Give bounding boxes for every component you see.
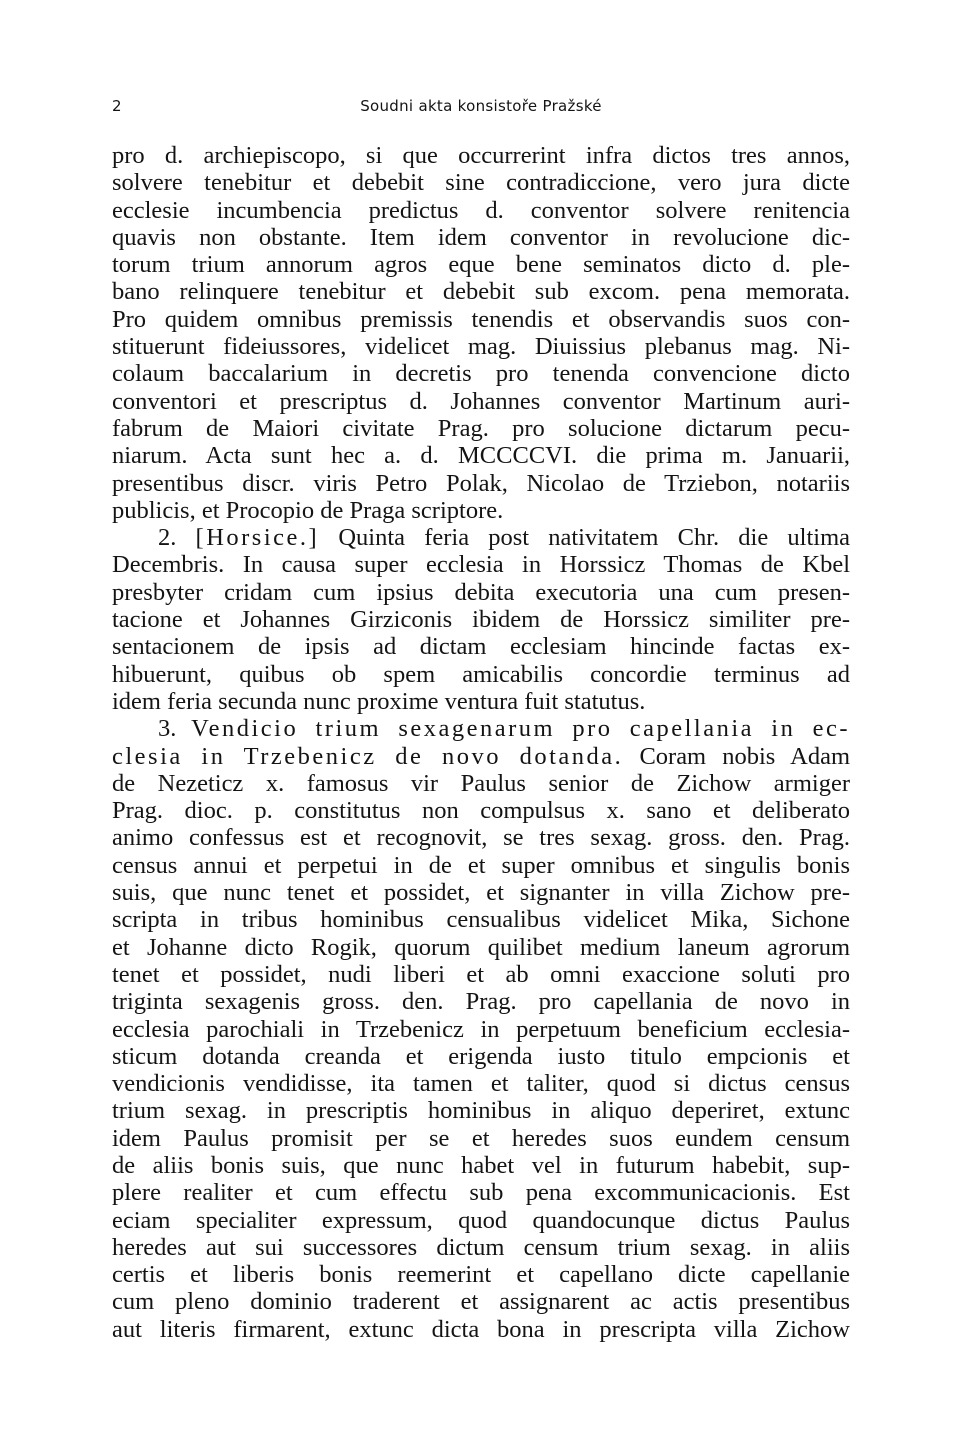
- text-line: de aliis bonis suis, que nunc habet vel in futurum habebit, sup-: [112, 1151, 850, 1179]
- entry-3-heading-line-2: [112, 743, 850, 770]
- text-line: presentibus discr. viris Petro Polak, Nicolao de Trziebon, notariis: [112, 469, 850, 497]
- text-line: eciam specialiter expressum, quod quandocunque dictus Paulus: [112, 1206, 850, 1234]
- text-line: vendicionis vendidisse, ita tamen et taliter, quod si dictus census: [112, 1070, 850, 1098]
- entry-text: Coram nobis Adam: [639, 742, 850, 770]
- text-line: stituerunt fideiussores, videlicet mag. Diuissius plebanus mag. Ni-: [112, 333, 850, 361]
- text-line: triginta sexagenis gross. den. Prag. pro capellania de novo in: [112, 988, 850, 1016]
- text-line: suis, que nunc tenet et possidet, et signanter in villa Zichow pre-: [112, 879, 850, 907]
- running-title: Soudni akta konsistoře Pražské: [360, 97, 602, 115]
- text-line: Decembris. In causa super ecclesia in Horssicz Thomas de Kbel: [112, 551, 850, 579]
- running-head: [112, 95, 850, 117]
- text-line: ecclesie incumbencia predictus d. conventor solvere renitencia: [112, 196, 850, 224]
- text-line: tenet et possidet, nudi liberi et ab omni exaccione soluti pro: [112, 960, 850, 988]
- text-line: bano relinquere tenebitur et debebit sub excom. pena memorata.: [112, 278, 850, 306]
- text-line: de Nezeticz x. famosus vir Paulus senior de Zichow armiger: [112, 769, 850, 797]
- text-line: heredes aut sui successores dictum censum trium sexag. in aliis: [112, 1233, 850, 1261]
- text-line: scripta in tribus hominibus censualibus videlicet Mika, Sichone: [112, 906, 850, 934]
- text-line: et Johanne dicto Rogik, quorum quilibet medium laneum agrorum: [112, 933, 850, 961]
- text-line: sentacionem de ipsis ad dictam ecclesiam hincinde factas ex-: [112, 633, 850, 661]
- text-line: idem feria secunda nunc proxime ventura fuit statutus.: [112, 687, 646, 715]
- body-text: [112, 142, 850, 1343]
- text-line: niarum. Acta sunt hec a. d. MCCCCVI. die prima m. Januarii,: [112, 442, 850, 470]
- entry-number: 3.: [158, 715, 177, 743]
- text-line: fabrum de Maiori civitate Prag. pro solucione dictarum pecu-: [112, 414, 850, 442]
- entry-3-heading-line: [112, 715, 850, 742]
- text-line: publicis, et Procopio de Praga scriptore.: [112, 496, 504, 524]
- text-line: Pro quidem omnibus premissis tenendis et observandis suos con-: [112, 305, 850, 333]
- text-line: census annui et perpetui in de et super omnibus et singulis bonis: [112, 851, 850, 879]
- text-line: aut literis firmarent, extunc dicta bona in prescripta villa Zichow: [112, 1315, 850, 1343]
- entry-title-continued: clesia in Trzebenicz de novo dotanda.: [112, 742, 624, 770]
- text-line: animo confessus est et recognovit, se tres sexag. gross. den. Prag.: [112, 824, 850, 852]
- entry-text: Quinta feria post nativitatem Chr. die ultima: [338, 524, 851, 552]
- text-line: torum trium annorum agros eque bene seminatos dicto d. ple-: [112, 251, 850, 279]
- text-line: hibuerunt, quibus ob spem amicabilis concordie terminus ad: [112, 660, 850, 688]
- text-line: pro d. archiepiscopo, si que occurrerint infra dictos tres annos,: [112, 142, 850, 169]
- entry-title: Vendicio trium sexagenarum pro capellania in ec-: [191, 715, 850, 743]
- text-line: cum pleno dominio traderent et assignarent ac actis presentibus: [112, 1288, 850, 1316]
- text-line: quavis non obstante. Item idem conventor in revolucione dic-: [112, 223, 850, 251]
- entry-2-heading-line: [112, 524, 850, 551]
- text-line: conventori et prescriptus d. Johannes conventor Martinum auri-: [112, 387, 850, 415]
- text-line: tacione et Johannes Girziconis ibidem de Horssicz similiter pre-: [112, 606, 850, 634]
- text-line: colaum baccalarium in decretis pro tenenda convencione dicto: [112, 360, 850, 388]
- text-line: idem Paulus promisit per se et heredes suos eundem censum: [112, 1124, 850, 1152]
- text-line: Prag. dioc. p. constitutus non compulsus x. sano et deliberato: [112, 797, 850, 825]
- text-line: ecclesia parochiali in Trzebenicz in perpetuum beneficium ecclesia-: [112, 1015, 850, 1043]
- text-line: plere realiter et cum effectu sub pena excommunicacionis. Est: [112, 1179, 850, 1207]
- entry-number: 2.: [158, 524, 177, 552]
- text-line: sticum dotanda creanda et erigenda iusto titulo empcionis et: [112, 1042, 850, 1070]
- text-line: trium sexag. in prescriptis hominibus in aliquo deperiret, extunc: [112, 1097, 850, 1125]
- entry-title: [Horsice.]: [195, 524, 320, 552]
- text-line: solvere tenebitur et debebit sine contradiccione, vero jura dicte: [112, 169, 850, 197]
- text-line: presbyter cridam cum ipsius debita executoria una cum presen-: [112, 578, 850, 606]
- page-number: 2: [112, 97, 122, 115]
- text-line: certis et liberis bonis reemerint et capellano dicte capellanie: [112, 1261, 850, 1289]
